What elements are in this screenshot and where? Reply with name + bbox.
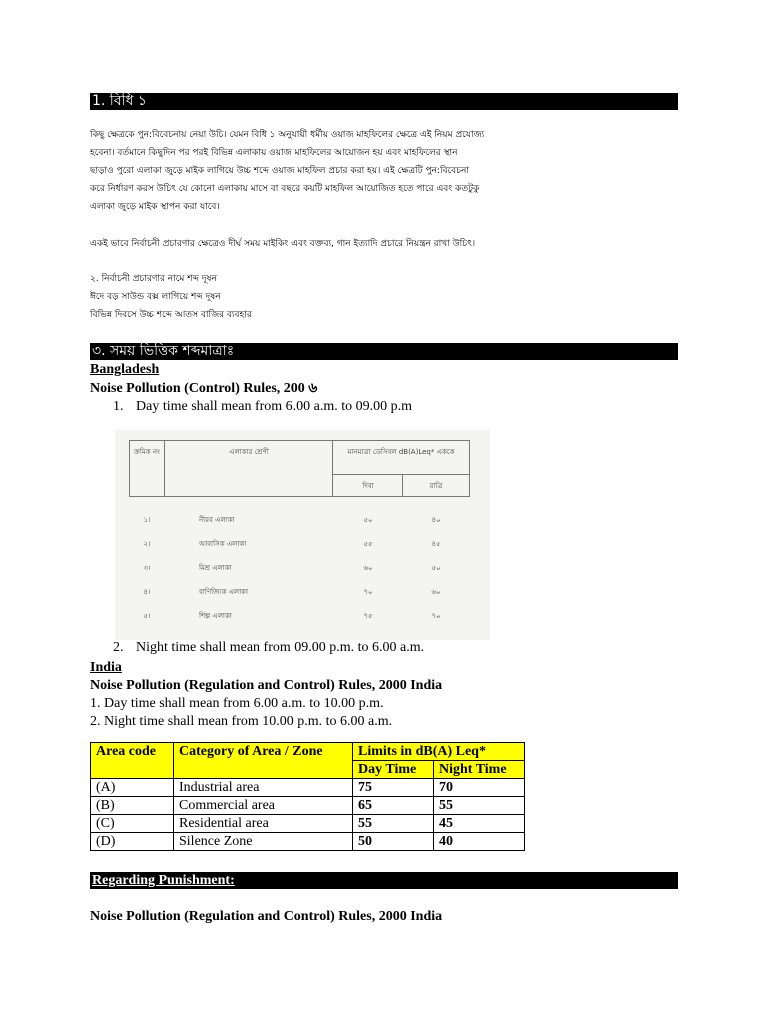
- section-1-heading: 1. বিধি ১: [92, 93, 147, 109]
- scan-cell-serial: ১।: [143, 516, 151, 524]
- table-row: [91, 779, 525, 797]
- india-day-time: 1. Day time shall mean from 6.00 a.m. to 10.00 p.m.: [90, 696, 384, 711]
- section-1-heading-bar: [90, 93, 678, 110]
- scan-cell-night: ৪০: [431, 516, 441, 524]
- scan-cell-category: আবাসিক এলাকা: [199, 540, 247, 548]
- scan-header-day: দিবা: [362, 482, 374, 490]
- cell-night: 45: [434, 815, 525, 833]
- scan-header-serial: ক্রমিক নং: [133, 448, 161, 456]
- scan-cell-category: বাণিজ্যিক এলাকা: [199, 588, 249, 596]
- scan-cell-category: শিল্প এলাকা: [199, 612, 232, 620]
- cell-category: Industrial area: [174, 779, 353, 797]
- scan-cell-day: ৭০: [363, 588, 373, 596]
- cell-category: Residential area: [174, 815, 353, 833]
- cell-area-code: (C): [91, 815, 174, 833]
- cell-area-code: (A): [91, 779, 174, 797]
- header-night-time: Night Time: [434, 761, 525, 779]
- punishment-heading: Regarding Punishment:: [92, 873, 235, 888]
- cell-day: 65: [353, 797, 434, 815]
- scan-cell-serial: ৫।: [143, 612, 151, 620]
- india-noise-limits-table: [90, 742, 525, 851]
- scan-cell-night: ৬০: [431, 588, 441, 596]
- scan-cell-category: মিশ্র এলাকা: [199, 564, 232, 572]
- india-rules-title: Noise Pollution (Regulation and Control) Rules, 2000 India: [90, 678, 443, 693]
- paragraph-1-line: এলাকা জুড়ে মাইক স্থাপন করা যাবে।: [90, 202, 220, 212]
- item-text: Day time shall mean from 6.00 a.m. to 09.00 p.m: [136, 399, 413, 414]
- paragraph-1-line: কিছু ক্ষেত্রকে পুন:বিবেচনায় নেয়া উচি। যেমন বিধি ১ অনুযায়ী ধর্মীয় ওয়াজ মাহফিলের ক্ষেত্রে এই নিয়ম প্রযোজ্য: [90, 130, 485, 140]
- paragraph-1-line: করে নির্ধারণ করস উচিৎ যে কোনো এলাকায় মাসে বা বছরে কয়টি মাহফিল আয়োজিত হতে পারে এবং কতটুকু: [90, 184, 480, 194]
- cell-category: Silence Zone: [174, 833, 353, 851]
- table-row: [91, 833, 525, 851]
- cell-night: 55: [434, 797, 525, 815]
- cell-night: 40: [434, 833, 525, 851]
- item-text: Night time shall mean from 09.00 p.m. to 6.00 a.m.: [136, 640, 425, 655]
- header-limits: Limits in dB(A) Leq*: [353, 743, 525, 761]
- paragraph-1-line: হবেনা। বর্তমানে কিছুদিন পর পরই বিভিন্ন এলাকায় ওয়াজ মাহফিলের আয়োজন হয় এবং মাহফিলের স্থান: [90, 148, 458, 158]
- issue-list-item: বিভিন্ন দিবসে উচ্চ শব্দে আতস বাজির ব্যবহার: [90, 310, 252, 320]
- scan-cell-serial: ২।: [143, 540, 151, 548]
- scan-cell-day: ৬০: [363, 564, 373, 572]
- table-row: [91, 815, 525, 833]
- india-night-time: 2. Night time shall mean from 10.00 p.m. to 6.00 a.m.: [90, 714, 393, 729]
- cell-area-code: (D): [91, 833, 174, 851]
- cell-day: 50: [353, 833, 434, 851]
- cell-day: 75: [353, 779, 434, 797]
- scan-cell-night: ৫০: [431, 564, 441, 572]
- table-header-row: [91, 743, 525, 761]
- header-area-code: Area code: [91, 743, 174, 779]
- scan-header-limit: মানমাত্রা ডেসিবল dB(A)Leq* এককে: [347, 448, 455, 456]
- table-row: [91, 797, 525, 815]
- paragraph-2: একই ভাবে নির্বাচনী প্রচারণার ক্ষেত্রেও দীর্ঘ সময় মাইকিং এবং বক্তব্য, গান ইত্যাদি প্রচারে নিয়ন্ত্রন রাখা উচিৎ।: [90, 239, 476, 249]
- scan-cell-serial: ৩।: [143, 564, 151, 572]
- item-number: 2.: [113, 640, 124, 655]
- section-3-heading-bar: [90, 343, 678, 360]
- paragraph-1-line: ছাড়াও পুরো এলাকা জুড়ে মাইক লাগিয়ে উচ্চ শব্দে ওয়াজ মাহফিল প্রচার করা হয়। এই ক্ষেত্রটি পুন:বিবেচনা: [90, 166, 470, 176]
- punishment-heading-bar: [90, 872, 678, 889]
- scan-cell-day: ৫৫: [363, 540, 373, 548]
- issue-list-item: ঈদে বড় সাউন্ড বক্স লাগিয়ে শব্দ দূষন: [90, 292, 221, 302]
- paragraph-1: [90, 126, 680, 216]
- country-bangladesh: Bangladesh: [90, 362, 160, 377]
- scan-cell-day: ৭৫: [363, 612, 373, 620]
- scan-header-category: এলাকার শ্রেণী: [229, 448, 269, 456]
- bangladesh-rules-title: Noise Pollution (Control) Rules, 200 ৬: [90, 381, 318, 396]
- scan-cell-night: ৭০: [431, 612, 441, 620]
- scan-cell-category: নীরব এলাকা: [199, 516, 235, 524]
- scan-cell-day: ৫০: [363, 516, 373, 524]
- cell-day: 55: [353, 815, 434, 833]
- scanned-noise-standards-table: [115, 430, 490, 640]
- scan-cell-night: ৪৫: [431, 540, 441, 548]
- issue-list-item: ২. নির্বাচনী প্রচারণার নামে শব্দ দূষন: [90, 274, 217, 284]
- issue-list: [90, 270, 680, 324]
- header-day-time: Day Time: [353, 761, 434, 779]
- cell-category: Commercial area: [174, 797, 353, 815]
- country-india: India: [90, 660, 122, 675]
- cell-area-code: (B): [91, 797, 174, 815]
- cell-night: 70: [434, 779, 525, 797]
- item-number: 1.: [113, 399, 124, 414]
- punishment-rules-title: Noise Pollution (Regulation and Control) Rules, 2000 India: [90, 909, 443, 924]
- header-category: Category of Area / Zone: [174, 743, 353, 779]
- scan-cell-serial: ৪।: [143, 588, 151, 596]
- scan-header-night: রাত্রি: [429, 482, 443, 490]
- section-3-heading: ৩. সময় ভিত্তিক শব্দমাত্রাঃ: [92, 343, 235, 359]
